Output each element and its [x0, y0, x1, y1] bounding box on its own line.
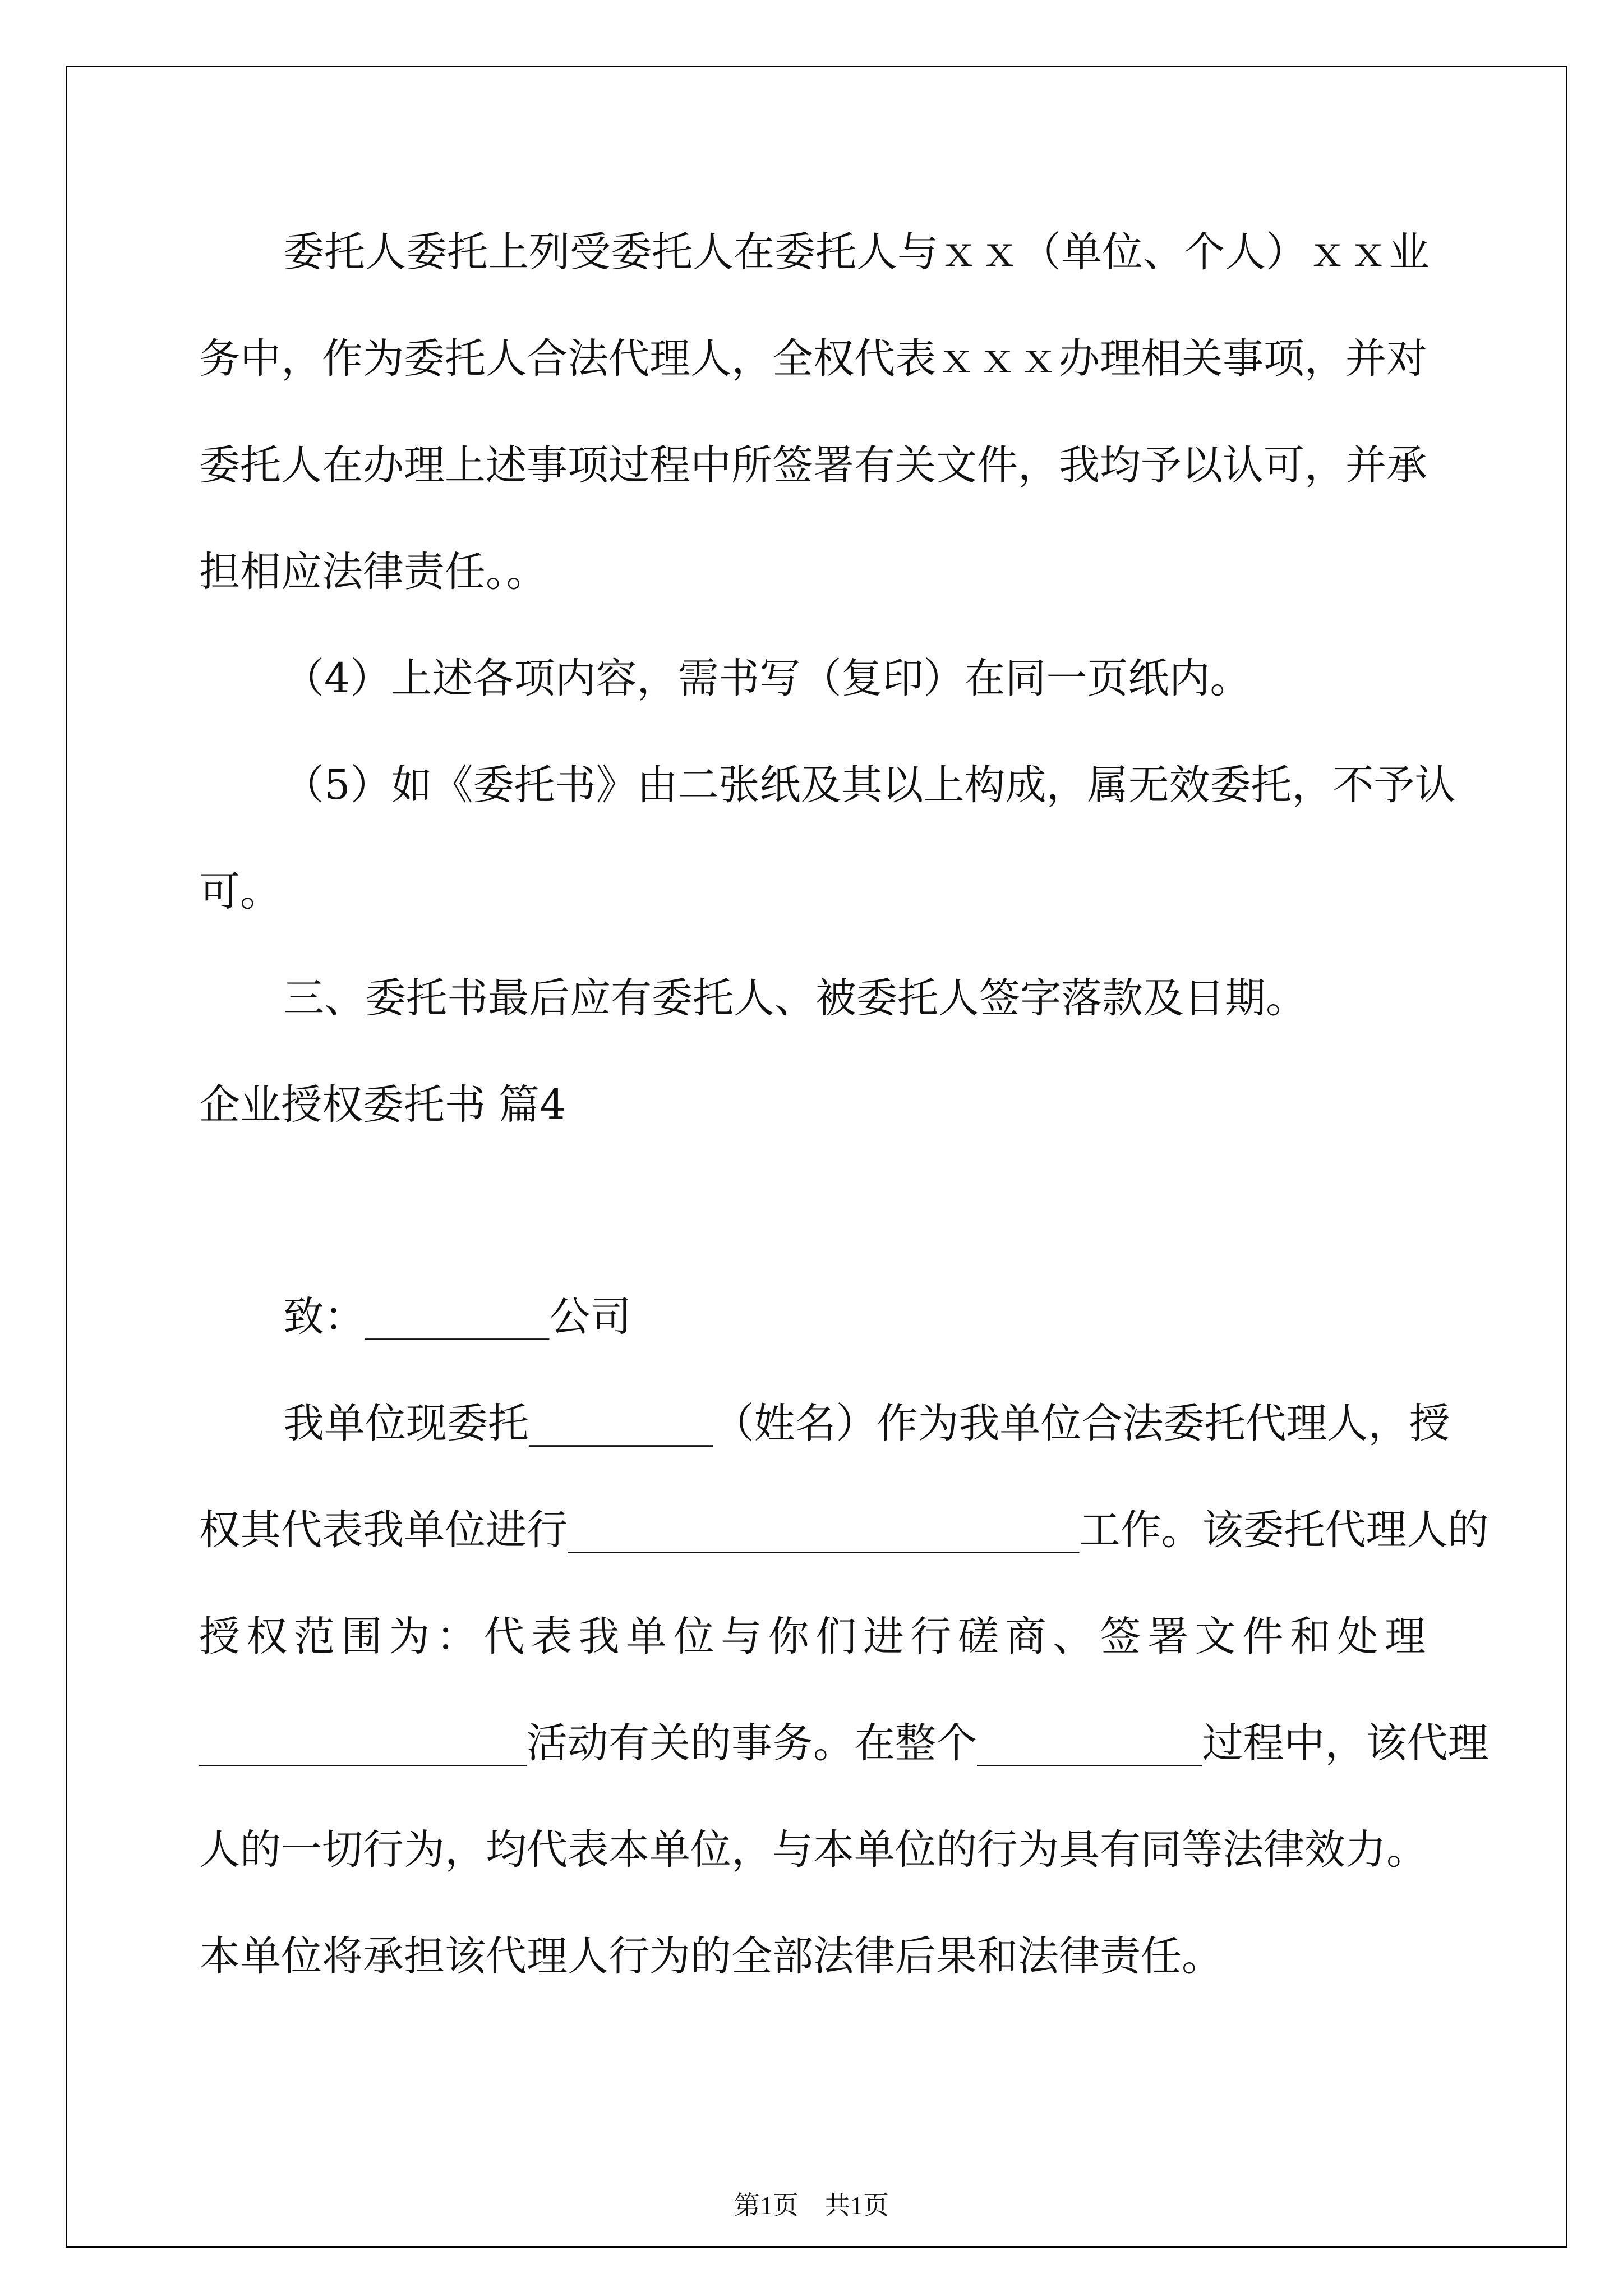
letter-line-2: 权其代表我单位进行_________________________工作。该委托代理人的: [199, 1506, 1489, 1554]
body-line-2: 务中，作为委托人合法代理人，全权代表ｘｘｘ办理相关事项，并对: [199, 335, 1427, 383]
letter-line-4: ________________活动有关的事务。在整个___________过程中，该代理: [199, 1719, 1489, 1767]
letter-line-3: 授权范围为：代表我单位与你们进行磋商、签署文件和处理: [199, 1613, 1426, 1660]
item-5-line-2: 可。: [199, 868, 281, 915]
page-number-footer: 第1页 共1页: [734, 2191, 889, 2220]
section-three: 三、委托书最后应有委托人、被委托人签字落款及日期。: [283, 974, 1307, 1022]
body-line-4: 担相应法律责任。。: [199, 548, 547, 596]
page-border: [66, 66, 1567, 2248]
body-line-3: 委托人在办理上述事项过程中所签署有关文件，我均予以认可，并承: [199, 441, 1427, 489]
item-5-line-1: （5）如《委托书》由二张纸及其以上构成，属无效委托，不予认: [283, 761, 1456, 809]
body-line-1: 委托人委托上列受委托人在委托人与ｘｘ（单位、个人）ｘｘ业: [283, 228, 1430, 276]
addressee-line: 致：_________公司: [283, 1293, 631, 1341]
letter-line-1: 我单位现委托_________（姓名）作为我单位合法委托代理人，授: [283, 1400, 1450, 1447]
letter-line-6: 本单位将承担该代理人行为的全部法律后果和法律责任。: [199, 1932, 1223, 1980]
item-4: （4）上述各项内容，需书写（复印）在同一页纸内。: [283, 655, 1251, 702]
letter-line-5: 人的一切行为，均代表本单位，与本单位的行为具有同等法律效力。: [199, 1826, 1427, 1874]
heading-article-4: 企业授权委托书 篇4: [199, 1081, 566, 1129]
